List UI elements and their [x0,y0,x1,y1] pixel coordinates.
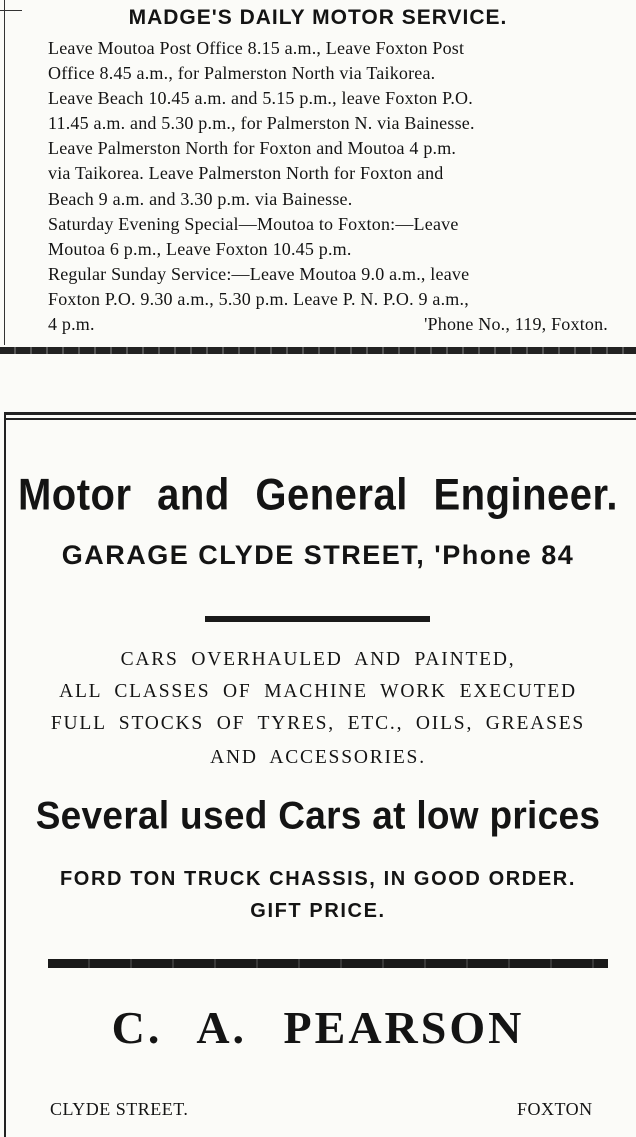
truck-offer: FORD TON TRUCK CHASSIS, IN GOOD ORDER. [59,868,576,890]
left-border-rule [4,0,5,345]
timetable-line: Moutoa 6 p.m., Leave Foxton 10.45 p.m. [48,238,352,259]
service-line: ALL CLASSES OF MACHINE WORK EXECUTED [59,681,577,702]
advert-bottom-rule [0,347,636,354]
phone-number: 'Phone No., 119, Foxton. [424,314,608,335]
advert-top-rule-inner [4,418,636,420]
timetable-text [48,36,608,337]
used-cars-headline: Several used Cars at low prices [35,793,601,837]
timetable-line: Foxton P.O. 9.30 a.m., 5.30 p.m. Leave P. N. P.O. 9 a.m., [48,288,469,309]
thick-separator-rule [48,959,608,968]
advert-top-rule [4,412,636,415]
timetable-line: Saturday Evening Special—Moutoa to Foxton:—Leave [48,213,459,234]
timetable-line: 11.45 a.m. and 5.30 p.m., for Palmerston N. via Bainesse. [48,113,475,134]
gift-price: GIFT PRICE. [250,900,386,922]
timetable-line: Leave Moutoa Post Office 8.15 a.m., Leave Foxton Post [48,38,465,58]
proprietor-name: C. A. PEARSON [111,1002,525,1053]
timetable-line: Regular Sunday Service:—Leave Moutoa 9.0 a.m., leave [48,263,470,284]
headline: Motor and General Engineer. [17,470,619,520]
timetable-line: Leave Beach 10.45 a.m. and 5.15 p.m., leave Foxton P.O. [48,88,473,109]
service-line: FULL STOCKS OF TYRES, ETC., OILS, GREASES [50,713,586,734]
timetable-last-line [48,312,608,337]
last-line-time: 4 p.m. [48,314,95,335]
pearson-engineer-advert [0,395,636,1137]
timetable-line: via Taikorea. Leave Palmerston North for Foxton and [48,163,444,184]
service-line: CARS OVERHAULED AND PAINTED, [120,649,516,670]
timetable-line: Beach 9 a.m. and 3.30 p.m. via Bainesse. [48,188,353,209]
advert-title: MADGE'S DAILY MOTOR SERVICE. [128,6,508,29]
madge-motor-service-advert [0,0,636,365]
timetable-line: Leave Palmerston North for Foxton and Moutoa 4 p.m. [48,138,457,159]
timetable-line: Office 8.45 a.m., for Palmerston North via Taikorea. [48,63,436,84]
footer-street: CLYDE STREET. [50,1099,189,1119]
service-line: AND ACCESSORIES. [210,747,426,768]
footer-town: FOXTON [517,1099,593,1119]
garage-address: GARAGE CLYDE STREET, 'Phone 84 [61,540,575,570]
separator-rule [205,616,430,622]
